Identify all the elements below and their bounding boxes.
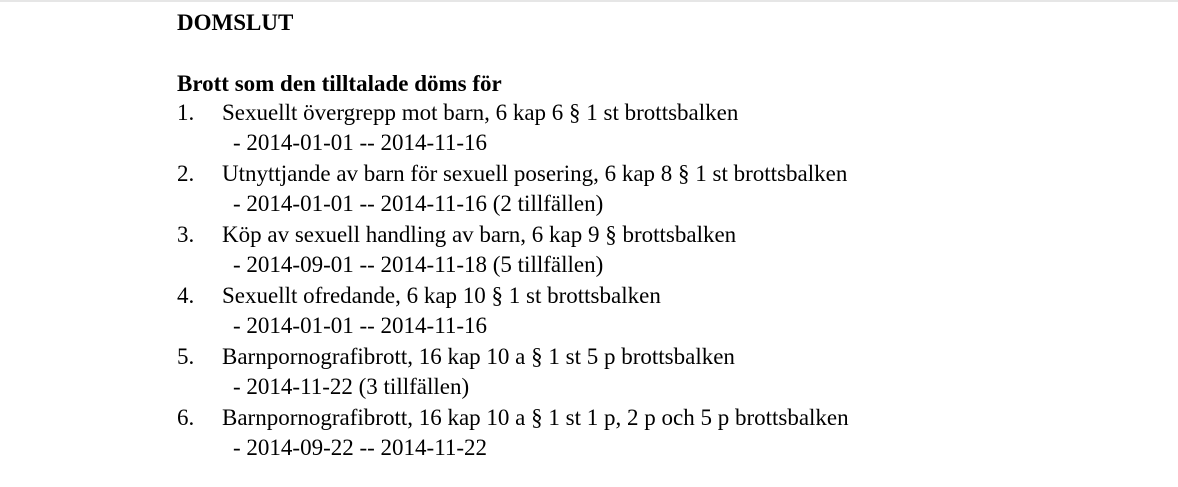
item-description: Barnpornografibrott, 16 kap 10 a § 1 st 1 p, 2 p och 5 p brottsbalken xyxy=(222,405,849,430)
item-number: 1. xyxy=(177,100,195,125)
item-description: Barnpornografibrott, 16 kap 10 a § 1 st 5 p brottsbalken xyxy=(222,344,735,369)
item-description: Utnyttjande av barn för sexuell posering, 6 kap 8 § 1 st brottsbalken xyxy=(222,161,848,186)
item-dates: - 2014-01-01 -- 2014-11-16 xyxy=(233,130,488,155)
item-dates: - 2014-09-22 -- 2014-11-22 xyxy=(233,435,488,460)
item-description: Köp av sexuell handling av barn, 6 kap 9 § brottsbalken xyxy=(222,222,737,247)
section-heading: DOMSLUT xyxy=(177,10,294,35)
item-number: 5. xyxy=(177,344,195,369)
item-description: Sexuellt ofredande, 6 kap 10 § 1 st brottsbalken xyxy=(222,283,661,308)
item-description: Sexuellt övergrepp mot barn, 6 kap 6 § 1 st brottsbalken xyxy=(222,100,739,125)
item-number: 2. xyxy=(177,161,195,186)
item-dates: - 2014-09-01 -- 2014-11-18 (5 tillfällen) xyxy=(233,252,604,277)
section-subheading: Brott som den tilltalade döms för xyxy=(177,71,502,96)
item-number: 6. xyxy=(177,405,195,430)
page-top-border xyxy=(0,0,1178,2)
item-dates: - 2014-01-01 -- 2014-11-16 xyxy=(233,313,488,338)
item-number: 3. xyxy=(177,222,195,247)
item-number: 4. xyxy=(177,283,195,308)
item-dates: - 2014-01-01 -- 2014-11-16 (2 tillfällen) xyxy=(233,191,604,216)
item-dates: - 2014-11-22 (3 tillfällen) xyxy=(233,374,470,399)
